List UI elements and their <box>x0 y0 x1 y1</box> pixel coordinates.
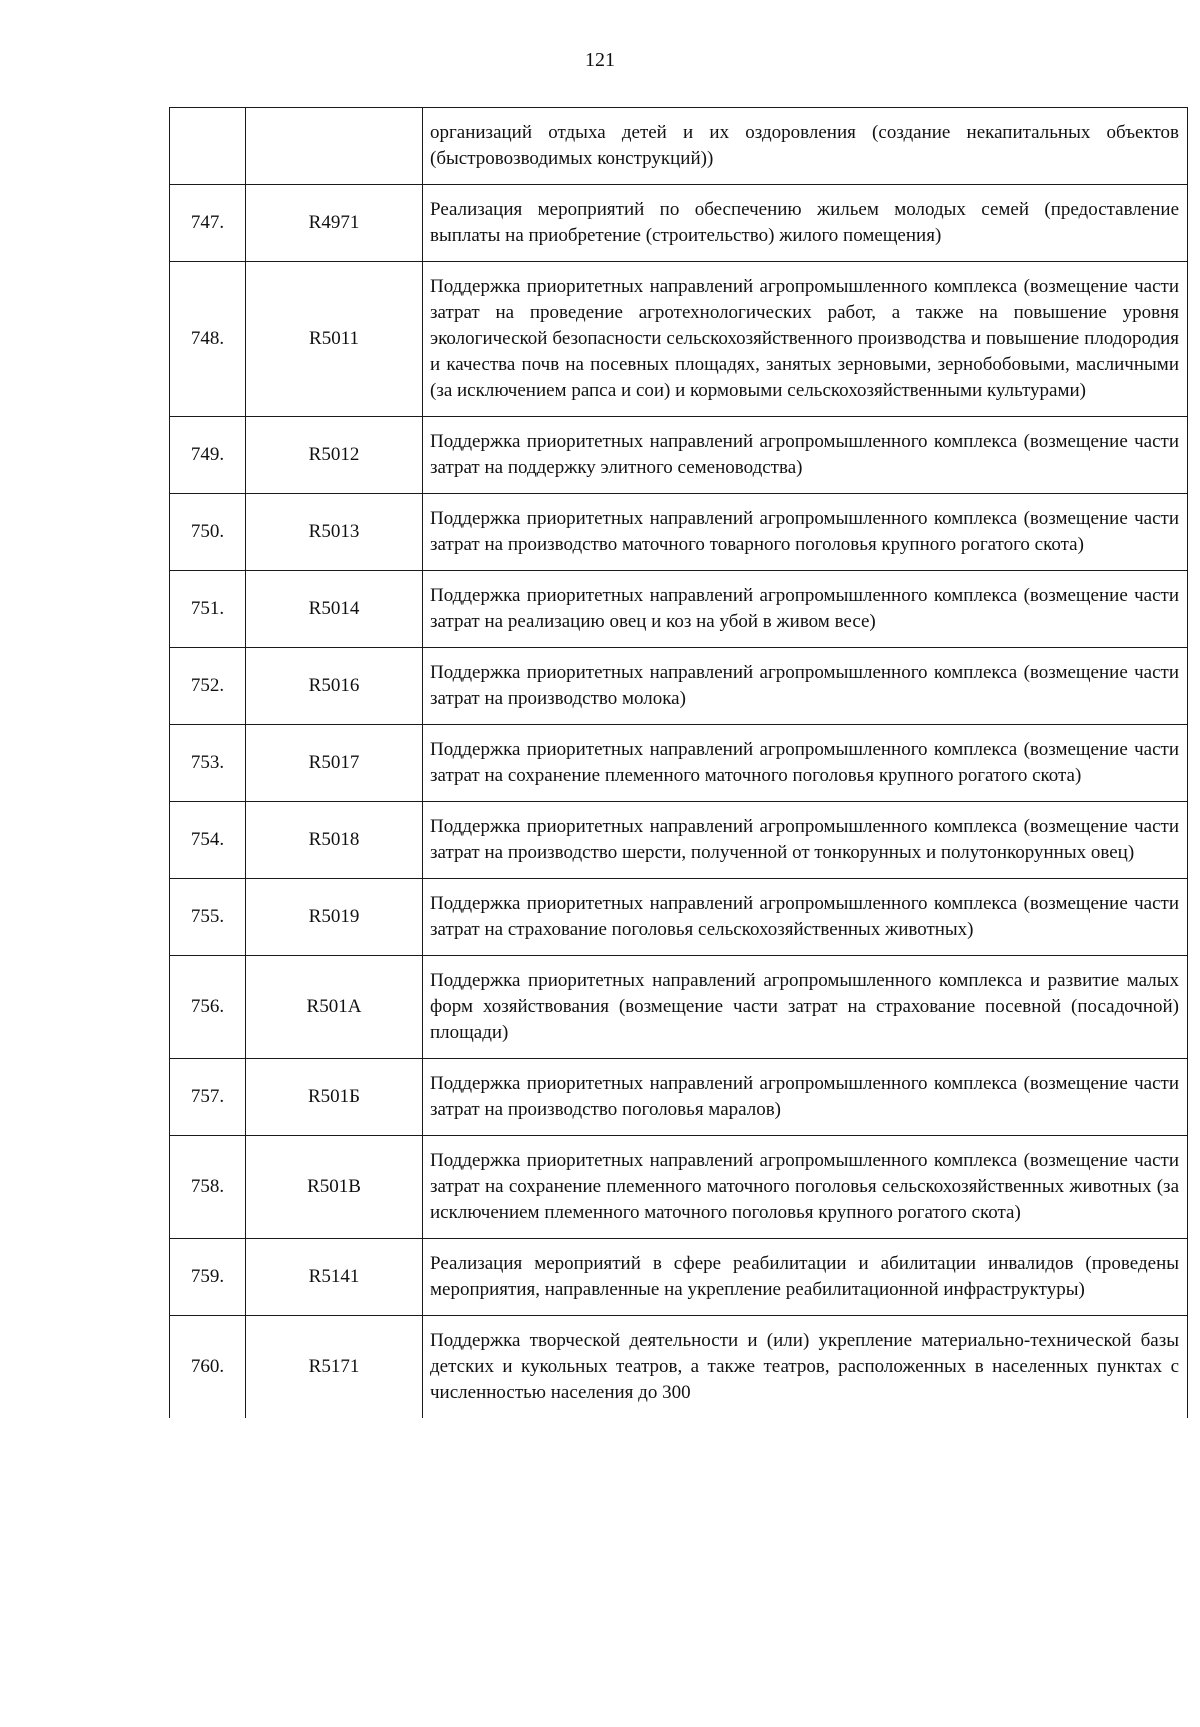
row-number: 749. <box>170 417 246 494</box>
row-code: R5171 <box>246 1316 423 1419</box>
row-number: 755. <box>170 879 246 956</box>
row-number: 753. <box>170 725 246 802</box>
row-description: Поддержка приоритетных направлений агропромышленного комплекса (возмещение части затрат на страхование поголовья сельскохозяйственных животных) <box>423 879 1188 956</box>
row-description: Поддержка приоритетных направлений агропромышленного комплекса (возмещение части затрат на сохранение племенного маточного поголовья сельскохозяйственных животных (за исключением племенного маточного поголовья крупного рогатого скота) <box>423 1136 1188 1239</box>
row-number: 758. <box>170 1136 246 1239</box>
row-number: 760. <box>170 1316 246 1419</box>
table-row <box>170 494 1188 571</box>
row-code: R5141 <box>246 1239 423 1316</box>
row-description: Поддержка приоритетных направлений агропромышленного комплекса (возмещение части затрат на производство поголовья маралов) <box>423 1059 1188 1136</box>
row-description: Поддержка приоритетных направлений агропромышленного комплекса (возмещение части затрат на реализацию овец и коз на убой в живом весе) <box>423 571 1188 648</box>
row-number: 748. <box>170 262 246 417</box>
row-code: R501А <box>246 956 423 1059</box>
table-row <box>170 1059 1188 1136</box>
row-description: Реализация мероприятий в сфере реабилитации и абилитации инвалидов (проведены мероприятия, направленные на укрепление реабилитационной инфраструктуры) <box>423 1239 1188 1316</box>
table-row <box>170 1316 1188 1419</box>
row-code: R5013 <box>246 494 423 571</box>
row-number: 757. <box>170 1059 246 1136</box>
row-number: 754. <box>170 802 246 879</box>
row-code: R5014 <box>246 571 423 648</box>
row-number: 752. <box>170 648 246 725</box>
table-row <box>170 648 1188 725</box>
page-number: 121 <box>585 49 615 71</box>
row-description: Поддержка приоритетных направлений агропромышленного комплекса (возмещение части затрат на производство молока) <box>423 648 1188 725</box>
row-code: R5017 <box>246 725 423 802</box>
row-description: Поддержка творческой деятельности и (или) укрепление материально-технической базы детских и кукольных театров, а также театров, расположенных в населенных пунктах с численностью населения до 300 <box>423 1316 1188 1419</box>
table-row <box>170 417 1188 494</box>
row-number: 750. <box>170 494 246 571</box>
row-description: Поддержка приоритетных направлений агропромышленного комплекса (возмещение части затрат на производство маточного товарного поголовья крупного рогатого скота) <box>423 494 1188 571</box>
row-code: R501В <box>246 1136 423 1239</box>
row-code: R5011 <box>246 262 423 417</box>
row-description: Реализация мероприятий по обеспечению жильем молодых семей (предоставление выплаты на приобретение (строительство) жилого помещения) <box>423 185 1188 262</box>
table-row <box>170 1239 1188 1316</box>
table-row <box>170 262 1188 417</box>
table-row <box>170 802 1188 879</box>
row-description: организаций отдыха детей и их оздоровления (создание некапитальных объектов (быстровозводимых конструкций)) <box>423 108 1188 185</box>
row-code: R4971 <box>246 185 423 262</box>
row-description: Поддержка приоритетных направлений агропромышленного комплекса и развитие малых форм хозяйствования (возмещение части затрат на страхование посевной (посадочной) площади) <box>423 956 1188 1059</box>
row-code: R5012 <box>246 417 423 494</box>
row-code: R5018 <box>246 802 423 879</box>
row-number: 747. <box>170 185 246 262</box>
row-number <box>170 108 246 185</box>
table-row <box>170 571 1188 648</box>
row-description: Поддержка приоритетных направлений агропромышленного комплекса (возмещение части затрат на сохранение племенного маточного поголовья крупного рогатого скота) <box>423 725 1188 802</box>
table-row <box>170 1136 1188 1239</box>
row-description: Поддержка приоритетных направлений агропромышленного комплекса (возмещение части затрат на проведение агротехнологических работ, а также на повышение уровня экологической безопасности сельскохозяйственного производства и повышение плодородия и качества почв на посевных площадях, занятых зерновыми, зернобобовыми, масличными (за исключением рапса и сои) и кормовыми сельскохозяйственными культурами) <box>423 262 1188 417</box>
row-code <box>246 108 423 185</box>
row-code: R5019 <box>246 879 423 956</box>
row-description: Поддержка приоритетных направлений агропромышленного комплекса (возмещение части затрат на производство шерсти, полученной от тонкорунных и полутонкорунных овец) <box>423 802 1188 879</box>
table-row <box>170 725 1188 802</box>
table-row <box>170 879 1188 956</box>
row-description: Поддержка приоритетных направлений агропромышленного комплекса (возмещение части затрат на поддержку элитного семеноводства) <box>423 417 1188 494</box>
row-code: R5016 <box>246 648 423 725</box>
document-table <box>169 107 1188 1418</box>
row-code: R501Б <box>246 1059 423 1136</box>
table-row <box>170 108 1188 185</box>
row-number: 751. <box>170 571 246 648</box>
row-number: 759. <box>170 1239 246 1316</box>
row-number: 756. <box>170 956 246 1059</box>
table-row <box>170 185 1188 262</box>
table-row <box>170 956 1188 1059</box>
